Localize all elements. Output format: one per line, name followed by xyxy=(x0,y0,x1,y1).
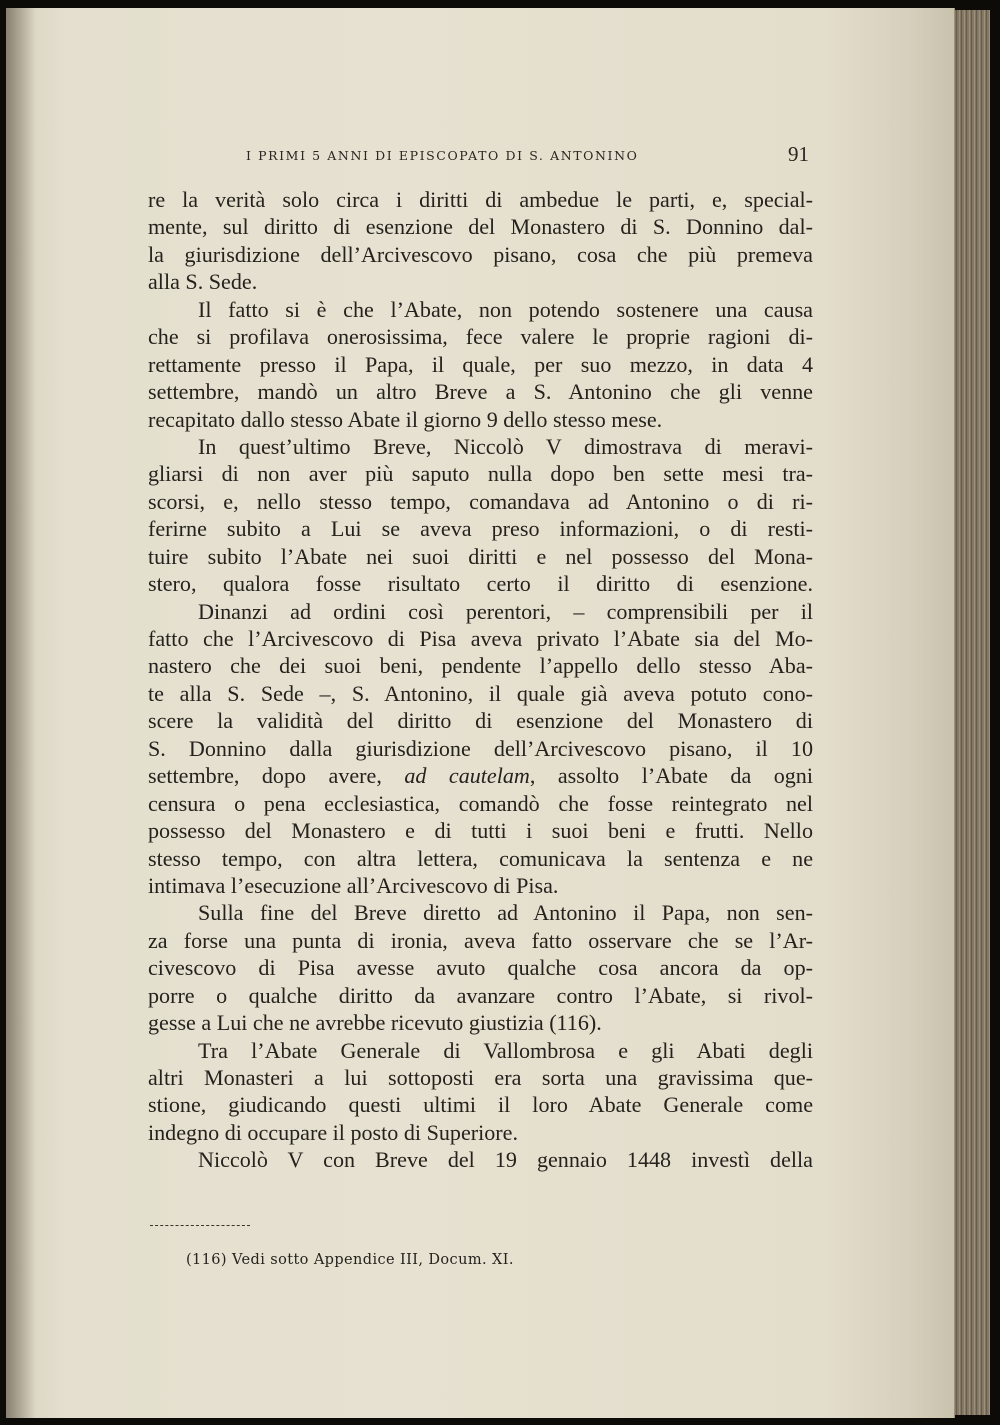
text-line: recapitato dallo stesso Abate il giorno 9 dello stesso mese. xyxy=(148,406,663,432)
page-number: 91 xyxy=(788,142,809,166)
text-line: censura o pena ecclesiastica, comandò che fosse reintegrato nel xyxy=(148,790,813,816)
text-line: la giurisdizione dell’Arcivescovo pisano, cosa che più premeva xyxy=(148,241,813,267)
text-line: possesso del Monastero e di tutti i suoi beni e frutti. Nello xyxy=(148,818,813,844)
gutter-shadow xyxy=(6,8,36,1418)
text-line: ferirne subito a Lui se aveva preso informazioni, o di resti- xyxy=(148,516,813,542)
text-line: civescovo di Pisa avesse avuto qualche cosa ancora da op- xyxy=(148,955,813,981)
text-line: che si profilava onerosissima, fece valere le proprie ragioni di- xyxy=(148,324,813,350)
footnote-rule xyxy=(150,1225,250,1227)
text-line: In quest’ultimo Breve, Niccolò V dimostrava di meravi- xyxy=(198,433,813,459)
text-line: Tra l’Abate Generale di Vallombrosa e gli Abati degli xyxy=(198,1037,813,1063)
text-line: gesse a Lui che ne avrebbe ricevuto giustizia (116). xyxy=(148,1010,602,1036)
text-line: tuire subito l’Abate nei suoi diritti e nel possesso del Mona- xyxy=(148,543,813,569)
text-line: stero, qualora fosse risultato certo il diritto di esenzione. xyxy=(148,571,813,597)
text-line: stione, giudicando questi ultimi il loro Abate Generale come xyxy=(148,1092,813,1118)
text-line: stesso tempo, con altra lettera, comunicava la sentenza e ne xyxy=(148,845,813,871)
text-line: S. Donnino dalla giurisdizione dell’Arcivescovo pisano, il 10 xyxy=(148,735,813,761)
text-line: settembre, dopo avere, ad cautelam, assolto l’Abate da ogni xyxy=(148,763,813,789)
text-line: za forse una punta di ironia, aveva fatto osservare che se l’Ar- xyxy=(148,927,813,953)
text-line: Niccolò V con Breve del 19 gennaio 1448 investì della xyxy=(198,1147,813,1173)
text-line: re la verità solo circa i diritti di ambedue le parti, e, special- xyxy=(148,187,813,212)
text-line: intimava l’esecuzione all’Arcivescovo di Pisa. xyxy=(148,872,559,898)
text-line: indegno di occupare il posto di Superiore. xyxy=(148,1119,518,1145)
text-line: rettamente presso il Papa, il quale, per suo mezzo, in data 4 xyxy=(148,351,813,377)
text-line: scorsi, e, nello stesso tempo, comandava ad Antonino o di ri- xyxy=(148,488,813,514)
text-line: settembre, mandò un altro Breve a S. Antonino che gli venne xyxy=(148,379,813,405)
running-head xyxy=(148,144,813,168)
text-line: alla S. Sede. xyxy=(148,269,258,295)
text-line: nastero che dei suoi beni, pendente l’appello dello stesso Aba- xyxy=(148,653,813,679)
footnote-116: (116) Vedi sotto Appendice III, Docum. XI. xyxy=(186,1252,514,1268)
text-line: gliarsi di non aver più saputo nulla dopo ben sette mesi tra- xyxy=(148,461,813,487)
text-line: fatto che l’Arcivescovo di Pisa aveva privato l’Abate sia del Mo- xyxy=(148,626,813,651)
text-line: altri Monasteri a lui sottoposti era sorta una gravissima que- xyxy=(148,1065,813,1090)
text-line: scere la validità del diritto di esenzione del Monastero di xyxy=(148,708,813,734)
body-text xyxy=(148,186,813,1174)
text-line: mente, sul diritto di esenzione del Monastero di S. Donnino dal- xyxy=(148,214,813,240)
text-line: te alla S. Sede –, S. Antonino, il quale già aveva potuto cono- xyxy=(148,680,813,706)
text-line: Sulla fine del Breve diretto ad Antonino il Papa, non sen- xyxy=(198,900,813,926)
text-line: Il fatto si è che l’Abate, non potendo sostenere una causa xyxy=(198,296,813,322)
running-title: I PRIMI 5 ANNI DI EPISCOPATO DI S. ANTONINO xyxy=(246,148,639,163)
text-line: Dinanzi ad ordini così perentori, – comprensibili per il xyxy=(198,598,813,624)
text-line: porre o qualche diritto da avanzare contro l’Abate, si rivol- xyxy=(148,982,813,1008)
